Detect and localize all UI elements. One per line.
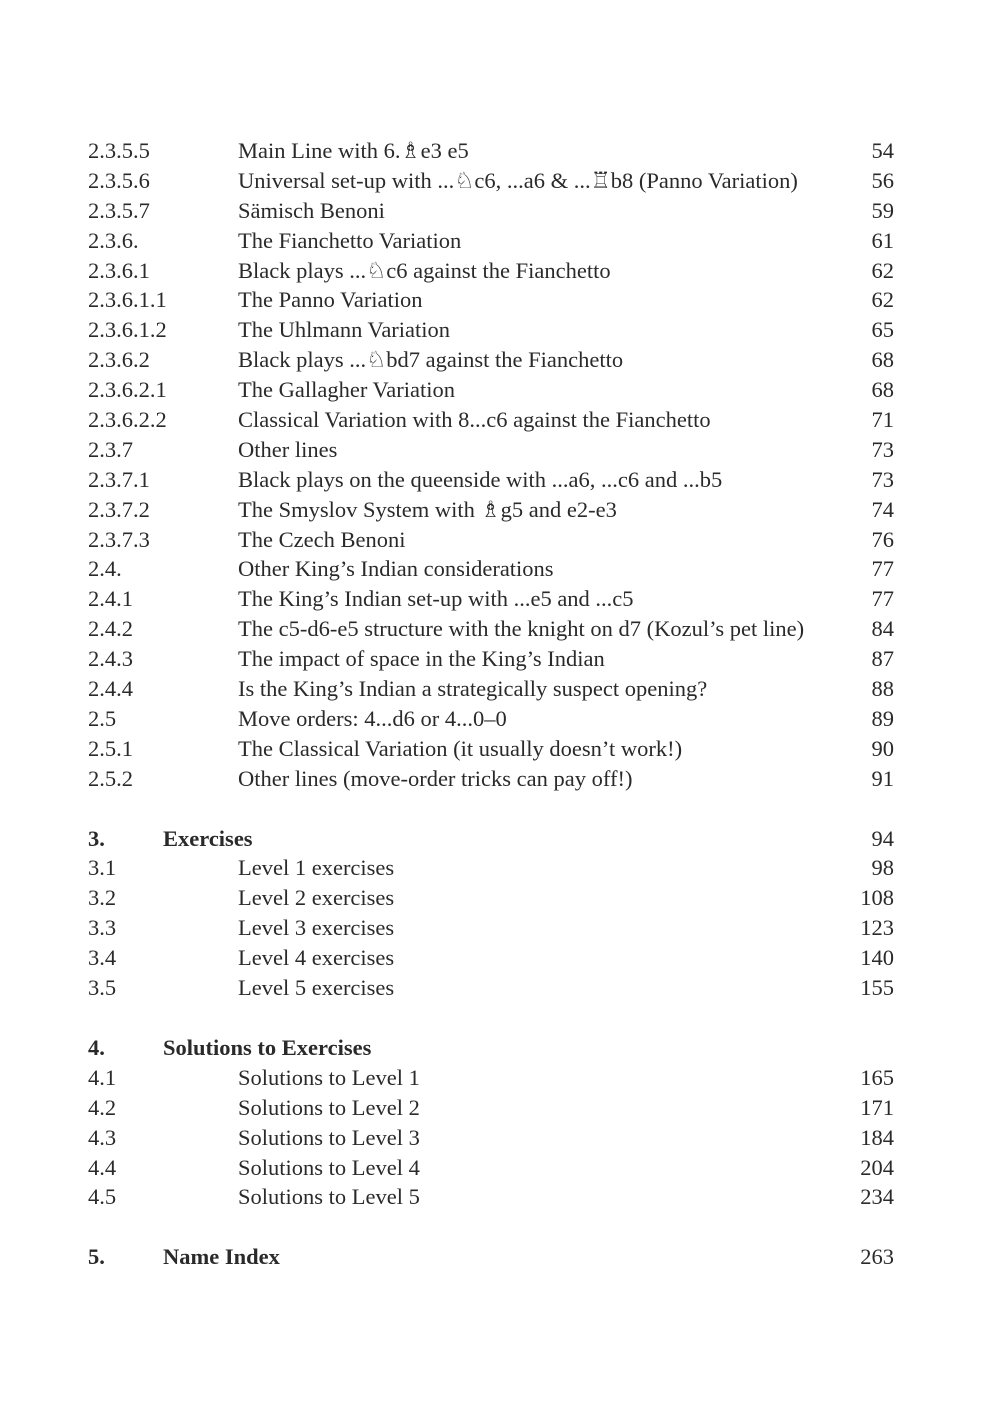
toc-entry bbox=[88, 704, 894, 734]
entry-page: 88 bbox=[871, 676, 894, 702]
toc-entry bbox=[88, 256, 894, 286]
entry-page: 73 bbox=[871, 436, 894, 462]
toc-entry bbox=[88, 584, 894, 614]
toc-section-2 bbox=[88, 136, 894, 794]
entry-number: 2.3.6.2 bbox=[88, 347, 150, 373]
table-of-contents bbox=[88, 136, 894, 1272]
entry-page: 68 bbox=[871, 377, 894, 403]
chapter-title: Solutions to Exercises bbox=[163, 1034, 372, 1060]
toc-entry bbox=[88, 315, 894, 345]
toc-entry bbox=[88, 495, 894, 525]
entry-title: The Uhlmann Variation bbox=[238, 317, 451, 343]
entry-title: Solutions to Level 3 bbox=[238, 1124, 420, 1150]
entry-page: 89 bbox=[871, 705, 894, 731]
entry-title: Level 5 exercises bbox=[238, 975, 395, 1001]
entry-title: Other lines (move-order tricks can pay off!) bbox=[238, 765, 633, 791]
entry-title: Solutions to Level 2 bbox=[238, 1094, 420, 1120]
entry-page: 165 bbox=[860, 1064, 894, 1090]
entry-title: The Classical Variation (it usually doesn’t work!) bbox=[238, 735, 683, 761]
entry-page: 155 bbox=[860, 975, 894, 1001]
entry-title: Other lines bbox=[238, 436, 338, 462]
entry-title: Level 1 exercises bbox=[238, 855, 395, 881]
entry-number: 2.4.2 bbox=[88, 616, 133, 642]
toc-entry bbox=[88, 1153, 894, 1183]
entry-page: 87 bbox=[871, 646, 894, 672]
entry-title: Other King’s Indian considerations bbox=[238, 556, 554, 582]
toc-entry bbox=[88, 435, 894, 465]
toc-entry bbox=[88, 285, 894, 315]
chapter-heading-exercises bbox=[88, 824, 894, 854]
entry-title: The Fianchetto Variation bbox=[238, 227, 462, 253]
toc-entry bbox=[88, 345, 894, 375]
entry-number: 2.3.6.1 bbox=[88, 257, 150, 283]
entry-number: 3.5 bbox=[88, 975, 117, 1001]
entry-number: 2.5 bbox=[88, 705, 117, 731]
entry-page: 108 bbox=[860, 885, 894, 911]
toc-entry bbox=[88, 644, 894, 674]
entry-page: 98 bbox=[871, 855, 894, 881]
entry-page: 62 bbox=[871, 287, 894, 313]
entry-title: The Gallagher Variation bbox=[238, 377, 456, 403]
entry-title: The c5-d6-e5 structure with the knight on d7 (Kozul’s pet line) bbox=[238, 616, 805, 642]
toc-entry bbox=[88, 943, 894, 973]
entry-page: 54 bbox=[871, 138, 894, 163]
toc-entry bbox=[88, 1182, 894, 1212]
entry-page: 56 bbox=[871, 167, 894, 193]
toc-entry bbox=[88, 674, 894, 704]
chapter-title: Exercises bbox=[163, 825, 253, 851]
toc-entry bbox=[88, 226, 894, 256]
chapter-title: Name Index bbox=[163, 1244, 280, 1270]
chapter-number: 4. bbox=[88, 1034, 105, 1060]
chapter-heading-name-index bbox=[88, 1242, 894, 1272]
entry-title: Move orders: 4...d6 or 4...0–0 bbox=[238, 705, 507, 731]
entry-page: 59 bbox=[871, 197, 894, 223]
entry-title: The Smyslov System with ♗g5 and e2-e3 bbox=[238, 496, 617, 522]
entry-number: 2.3.6.2.1 bbox=[88, 377, 167, 403]
entry-number: 2.3.6.1.2 bbox=[88, 317, 167, 343]
entry-number: 2.4. bbox=[88, 556, 122, 582]
toc-entry bbox=[88, 764, 894, 794]
entry-number: 4.5 bbox=[88, 1184, 117, 1210]
entry-title: The King’s Indian set-up with ...e5 and ...c5 bbox=[238, 586, 634, 612]
entry-number: 4.4 bbox=[88, 1154, 117, 1180]
entry-title: The Czech Benoni bbox=[238, 526, 406, 552]
entry-title: Solutions to Level 5 bbox=[238, 1184, 420, 1210]
section-spacer bbox=[88, 794, 894, 824]
entry-page: 84 bbox=[871, 616, 894, 642]
toc-entry bbox=[88, 375, 894, 405]
toc-entry bbox=[88, 1063, 894, 1093]
section-spacer bbox=[88, 1003, 894, 1033]
entry-number: 2.3.7.1 bbox=[88, 466, 150, 492]
entry-number: 4.3 bbox=[88, 1124, 117, 1150]
entry-title: Level 2 exercises bbox=[238, 885, 395, 911]
entry-number: 3.4 bbox=[88, 945, 117, 971]
entry-page: 90 bbox=[871, 735, 894, 761]
toc-entry bbox=[88, 1123, 894, 1153]
entry-page: 61 bbox=[871, 227, 894, 253]
entry-title: Black plays on the queenside with ...a6, ...c6 and ...b5 bbox=[238, 466, 723, 492]
entry-number: 2.3.6.1.1 bbox=[88, 287, 167, 313]
toc-entry bbox=[88, 136, 894, 166]
entry-number: 2.3.5.7 bbox=[88, 197, 150, 223]
entry-number: 4.2 bbox=[88, 1094, 117, 1120]
toc-entry bbox=[88, 913, 894, 943]
entry-page: 71 bbox=[871, 407, 894, 433]
toc-entry bbox=[88, 853, 894, 883]
toc-entry bbox=[88, 554, 894, 584]
entry-page: 77 bbox=[871, 586, 894, 612]
toc-entry bbox=[88, 166, 894, 196]
entry-number: 3.2 bbox=[88, 885, 117, 911]
entry-number: 2.3.6. bbox=[88, 227, 139, 253]
entry-page: 74 bbox=[871, 496, 894, 522]
toc-section-4 bbox=[88, 1063, 894, 1212]
entry-page: 65 bbox=[871, 317, 894, 343]
entry-title: Black plays ...♘bd7 against the Fianchetto bbox=[238, 347, 624, 373]
entry-page: 62 bbox=[871, 257, 894, 283]
entry-page: 73 bbox=[871, 466, 894, 492]
entry-number: 2.3.7.3 bbox=[88, 526, 150, 552]
entry-title: Is the King’s Indian a strategically suspect opening? bbox=[238, 676, 708, 702]
entry-title: Solutions to Level 4 bbox=[238, 1154, 420, 1180]
entry-number: 2.4.3 bbox=[88, 646, 133, 672]
entry-page: 91 bbox=[871, 765, 894, 791]
toc-entry bbox=[88, 405, 894, 435]
chapter-page: 263 bbox=[860, 1244, 894, 1270]
entry-number: 2.5.1 bbox=[88, 735, 133, 761]
toc-entry bbox=[88, 525, 894, 555]
toc-entry bbox=[88, 1093, 894, 1123]
toc-entry bbox=[88, 973, 894, 1003]
toc-entry bbox=[88, 196, 894, 226]
entry-title: Universal set-up with ...♘c6, ...a6 & ...♖b8 (Panno Variation) bbox=[238, 167, 798, 193]
entry-title: Level 4 exercises bbox=[238, 945, 395, 971]
entry-title: The Panno Variation bbox=[238, 287, 423, 313]
entry-page: 204 bbox=[860, 1154, 894, 1180]
toc-entry bbox=[88, 614, 894, 644]
entry-number: 2.3.6.2.2 bbox=[88, 407, 167, 433]
entry-number: 2.3.7 bbox=[88, 436, 133, 462]
entry-page: 140 bbox=[860, 945, 894, 971]
entry-number: 2.3.5.5 bbox=[88, 138, 150, 163]
entry-title: Solutions to Level 1 bbox=[238, 1064, 420, 1090]
entry-page: 77 bbox=[871, 556, 894, 582]
entry-title: Sämisch Benoni bbox=[238, 197, 385, 223]
entry-number: 3.3 bbox=[88, 915, 117, 941]
toc-section-3 bbox=[88, 853, 894, 1002]
chapter-number: 3. bbox=[88, 825, 105, 851]
entry-page: 234 bbox=[860, 1184, 894, 1210]
entry-number: 2.3.7.2 bbox=[88, 496, 150, 522]
chapter-heading-solutions bbox=[88, 1033, 894, 1063]
entry-title: Main Line with 6.♗e3 e5 bbox=[238, 138, 469, 163]
toc-entry bbox=[88, 883, 894, 913]
entry-page: 123 bbox=[860, 915, 894, 941]
entry-number: 2.4.4 bbox=[88, 676, 133, 702]
entry-title: Classical Variation with 8...c6 against the Fianchetto bbox=[238, 407, 711, 433]
entry-page: 68 bbox=[871, 347, 894, 373]
entry-number: 4.1 bbox=[88, 1064, 117, 1090]
toc-entry bbox=[88, 734, 894, 764]
toc-entry bbox=[88, 465, 894, 495]
entry-page: 184 bbox=[860, 1124, 894, 1150]
entry-number: 2.3.5.6 bbox=[88, 167, 150, 193]
section-spacer bbox=[88, 1212, 894, 1242]
entry-title: Level 3 exercises bbox=[238, 915, 395, 941]
entry-title: Black plays ...♘c6 against the Fianchetto bbox=[238, 257, 611, 283]
entry-title: The impact of space in the King’s Indian bbox=[238, 646, 605, 672]
entry-number: 2.5.2 bbox=[88, 765, 133, 791]
chapter-page: 94 bbox=[871, 825, 894, 851]
chapter-number: 5. bbox=[88, 1244, 105, 1270]
entry-page: 171 bbox=[860, 1094, 894, 1120]
entry-number: 2.4.1 bbox=[88, 586, 133, 612]
entry-page: 76 bbox=[871, 526, 894, 552]
entry-number: 3.1 bbox=[88, 855, 117, 881]
